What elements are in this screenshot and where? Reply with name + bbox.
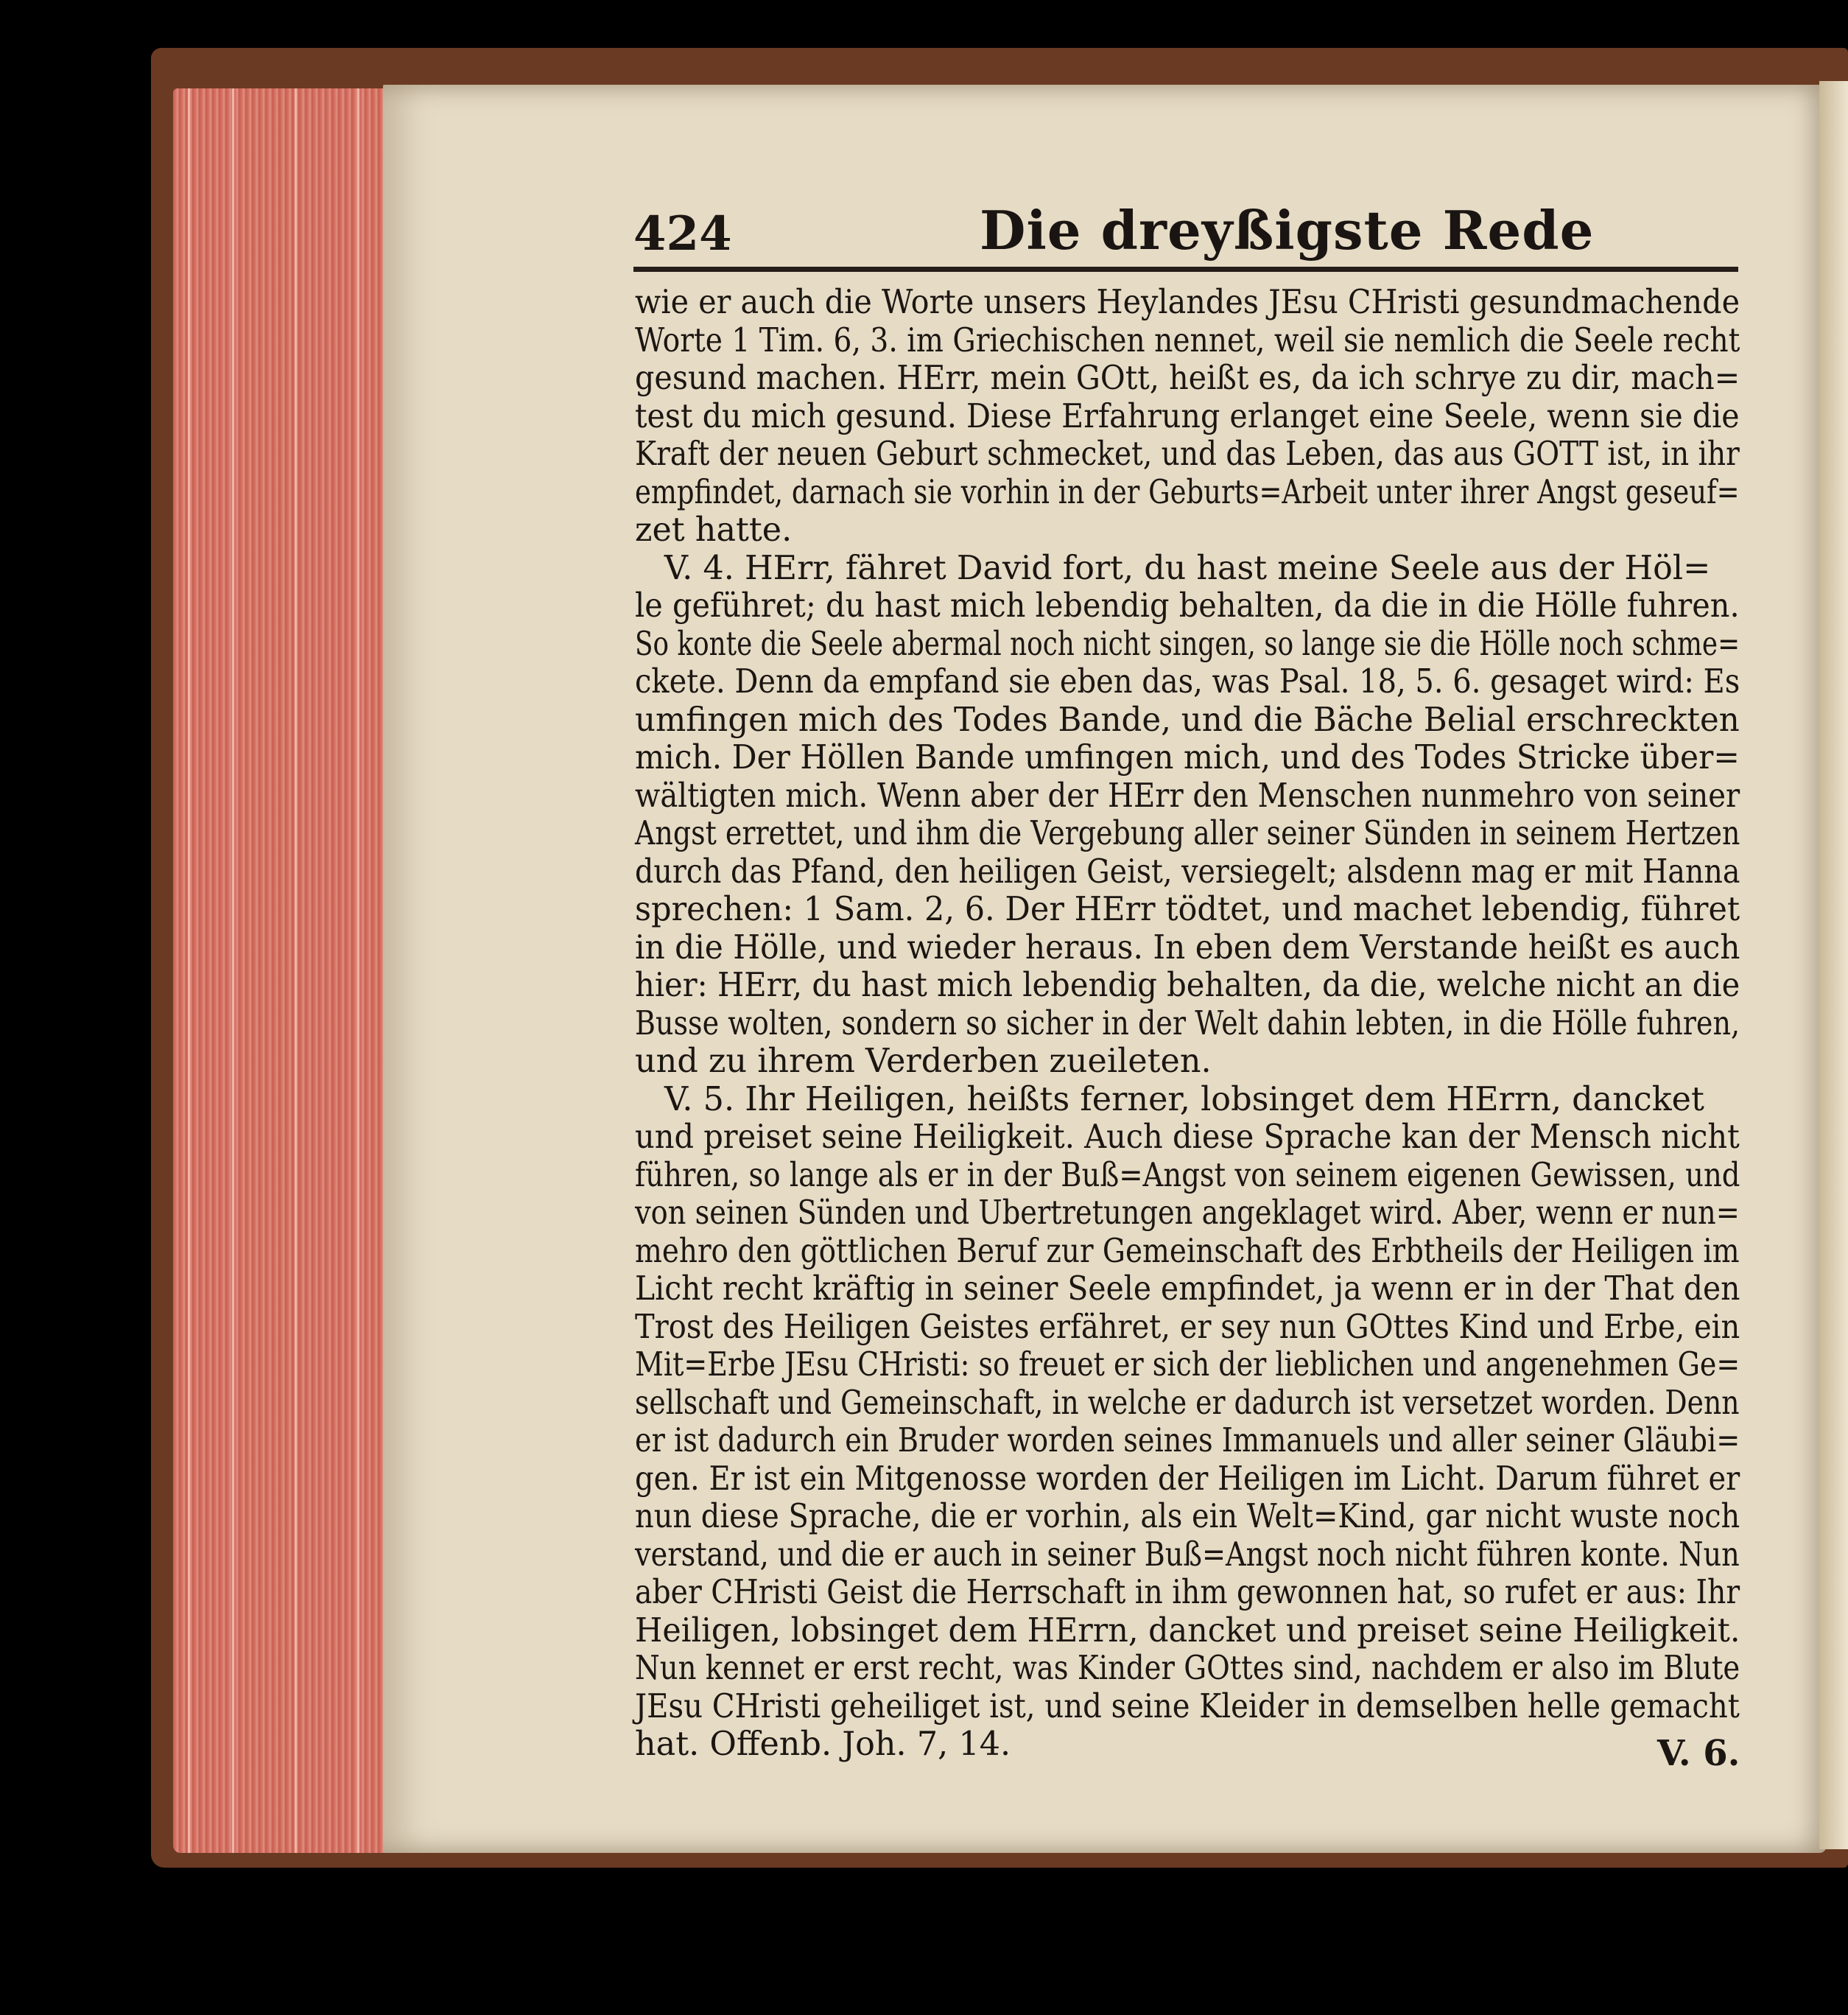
text-line: Worte 1 Tim. 6, 3. im Griechischen nennet, weil sie nemlich die Seele recht <box>635 321 1740 360</box>
body-text <box>635 284 1740 1764</box>
text-line: gen. Er ist ein Mitgenosse worden der Heiligen im Licht. Darum führet er <box>635 1459 1740 1498</box>
text-line: test du mich gesund. Diese Erfahrung erlanget eine Seele, wenn sie die <box>635 397 1740 435</box>
text-line: sellschaft und Gemeinschaft, in welche er dadurch ist versetzet worden. Denn <box>635 1384 1740 1422</box>
text-line: Heiligen, lobsinget dem HErrn, dancket und preiset seine Heiligkeit. <box>635 1611 1740 1650</box>
text-line: und preiset seine Heiligkeit. Auch diese Sprache kan der Mensch nicht <box>635 1118 1740 1156</box>
text-line: V. 4. HErr, fähret David fort, du hast meine Seele aus der Höl= <box>664 549 1711 587</box>
text-line: Trost des Heiligen Geistes erfähret, er sey nun GOttes Kind und Erbe, ein <box>635 1308 1740 1346</box>
text-line: mehro den göttlichen Beruf zur Gemeinschaft des Erbtheils der Heiligen im <box>635 1232 1740 1270</box>
text-line: Licht recht kräftig in seiner Seele empfindet, ja wenn er in der That den <box>635 1270 1740 1308</box>
text-line: umfingen mich des Todes Bande, und die Bäche Belial erschreckten <box>635 701 1740 739</box>
text-line: Nun kennet er erst recht, was Kinder GOttes sind, nachdem er also im Blute <box>635 1650 1740 1687</box>
edge-line <box>357 88 359 1853</box>
edge-line <box>295 88 297 1853</box>
text-line: in die Hölle, und wieder heraus. In eben dem Verstande heißt es auch <box>635 928 1740 967</box>
header-rule <box>633 267 1738 272</box>
text-line: nun diese Sprache, die er vorhin, als ein Welt=Kind, gar nicht wuste noch <box>635 1498 1740 1535</box>
text-line: von seinen Sünden und Ubertretungen angeklaget wird. Aber, wenn er nun= <box>635 1194 1740 1232</box>
text-line: führen, so lange als er in der Buß=Angst von seinem eigenen Gewissen, und <box>635 1156 1740 1194</box>
text-line: Busse wolten, sondern so sicher in der Welt dahin lebten, in die Hölle fuhren, <box>635 1004 1740 1042</box>
catchword: V. 6. <box>1657 1733 1740 1774</box>
text-line: Angst errettet, und ihm die Vergebung aller seiner Sünden in seinem Hertzen <box>635 815 1740 852</box>
text-line: So konte die Seele abermal noch nicht singen, so lange sie die Hölle noch schme= <box>635 625 1740 663</box>
text-line: wie er auch die Worte unsers Heylandes JEsu CHristi gesundmachende <box>635 284 1740 321</box>
page-number: 424 <box>633 206 732 262</box>
text-line: Mit=Erbe JEsu CHristi: so freuet er sich der lieblichen und angenehmen Ge= <box>635 1346 1740 1384</box>
text-line: hat. Offenb. Joh. 7, 14. <box>635 1725 1011 1763</box>
text-line: er ist dadurch ein Bruder worden seines Immanuels und aller seiner Gläubi= <box>635 1422 1740 1459</box>
facing-page-edge <box>1819 81 1848 1849</box>
edge-line <box>188 88 190 1853</box>
text-line: und zu ihrem Verderben zueileten. <box>635 1042 1212 1080</box>
text-line: aber CHristi Geist die Herrschaft in ihm gewonnen hat, so rufet er aus: Ihr <box>635 1574 1740 1611</box>
text-line: Kraft der neuen Geburt schmecket, und das Leben, das aus GOTT ist, in ihr <box>635 435 1740 473</box>
page-header <box>633 199 1738 273</box>
edge-line <box>232 88 234 1853</box>
text-line: empfindet, darnach sie vorhin in der Geburts=Arbeit unter ihrer Angst geseuf= <box>635 473 1740 511</box>
text-line: V. 5. Ihr Heiligen, heißts ferner, lobsinget dem HErrn, dancket <box>664 1080 1704 1118</box>
text-line: ckete. Denn da empfand sie eben das, was Psal. 18, 5. 6. gesaget wird: Es <box>635 663 1740 701</box>
page-edges <box>173 88 387 1853</box>
text-line: gesund machen. HErr, mein GOtt, heißt es, da ich schrye zu dir, mach= <box>635 360 1740 397</box>
text-line: mich. Der Höllen Bande umfingen mich, und des Todes Stricke über= <box>635 739 1740 777</box>
text-line: le geführet; du hast mich lebendig behalten, da die in die Hölle fuhren. <box>635 587 1740 625</box>
text-line: wältigten mich. Wenn aber der HErr den Menschen nunmehro von seiner <box>635 777 1740 815</box>
text-line: sprechen: 1 Sam. 2, 6. Der HErr tödtet, und machet lebendig, führet <box>635 891 1740 928</box>
text-line: durch das Pfand, den heiligen Geist, versiegelt; alsdenn mag er mit Hanna <box>635 852 1740 891</box>
text-line: JEsu CHristi geheiliget ist, und seine Kleider in demselben helle gemacht <box>635 1687 1740 1725</box>
text-line: zet hatte. <box>635 511 793 549</box>
text-line: verstand, und die er auch in seiner Buß=Angst noch nicht führen konte. Nun <box>635 1535 1740 1574</box>
text-line: hier: HErr, du hast mich lebendig behalten, da die, welche nicht an die <box>635 967 1740 1004</box>
running-title: Die dreyßigste Rede <box>980 199 1595 262</box>
